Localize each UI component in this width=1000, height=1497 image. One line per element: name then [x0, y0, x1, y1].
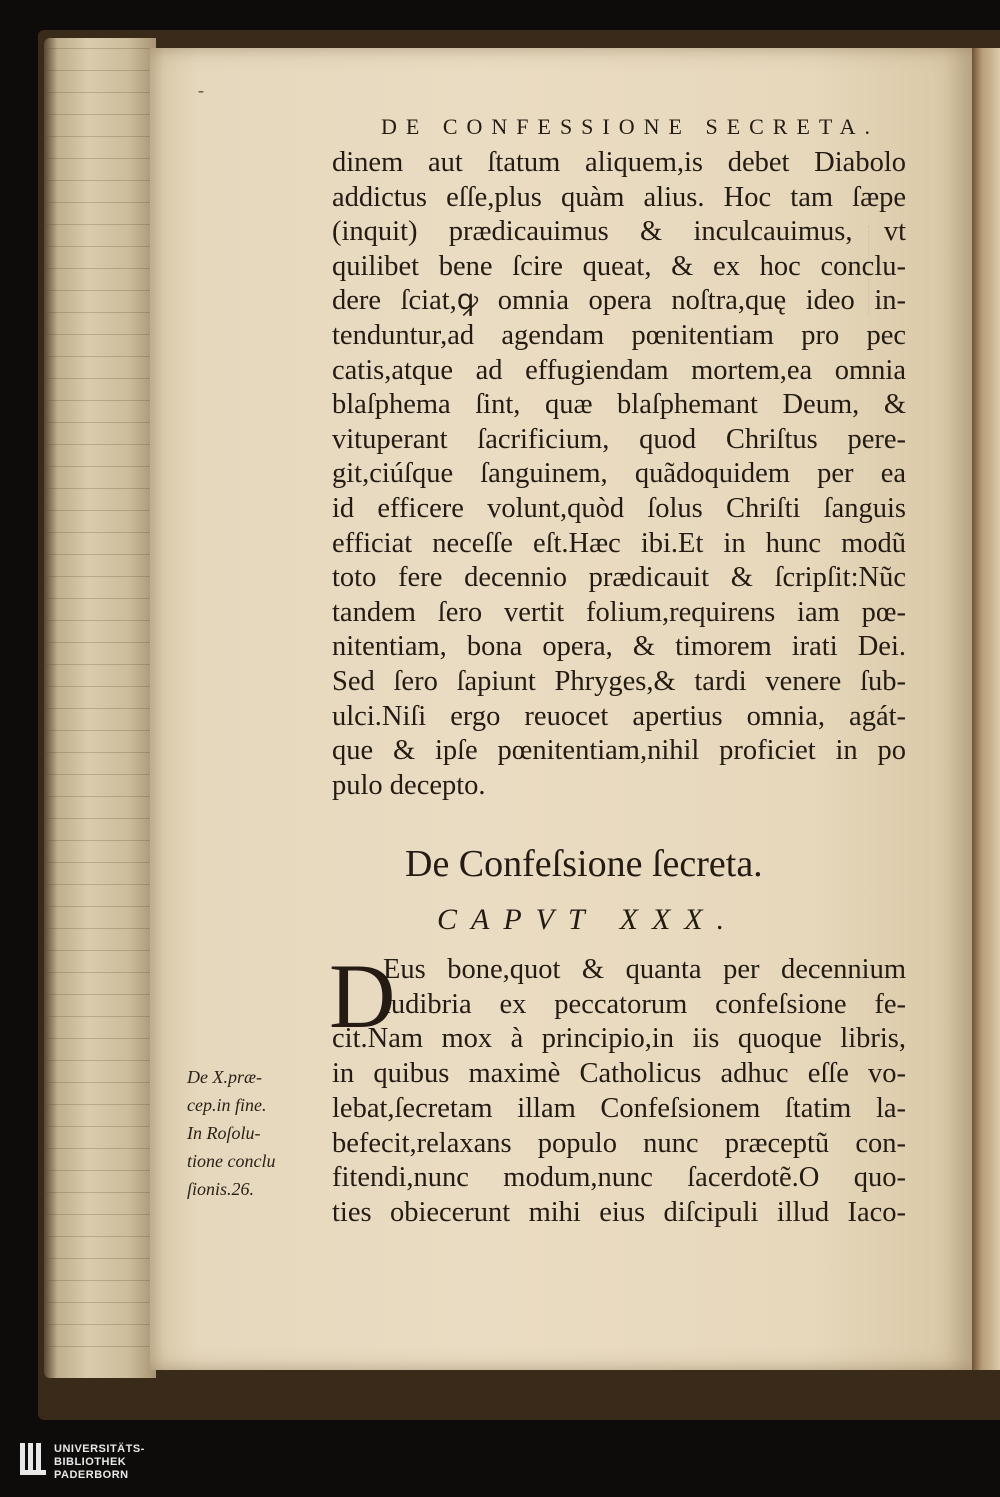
page-mark: -	[198, 80, 204, 100]
chapter-title: De Confeſsione ſecreta.	[405, 843, 763, 885]
margin-note-line: cep.in fine.	[187, 1095, 267, 1115]
chapter-text-line: cit.Nam mox à principio,in iis quoque libris,	[332, 1023, 906, 1055]
text-line: ulci.Niſi ergo reuocet apertius omnia, agát-	[332, 700, 906, 732]
text-line: git,ciúſque ſanguinem, quãdoquidem per ea	[332, 458, 906, 490]
margin-note-line: tione conclu	[187, 1151, 276, 1171]
facing-page-edge	[972, 48, 1000, 1370]
text-line: dere ſciat,ꝙ omnia opera noſtra,quę ideo in-	[332, 285, 906, 317]
chapter-text-line: ludibria ex peccatorum confeſsione fe-	[383, 988, 906, 1020]
book-fore-edge	[44, 38, 156, 1378]
text-line: que & ipſe pœnitentiam,nihil proficiet in po	[332, 735, 906, 767]
margin-note-line: De X.præ-	[187, 1067, 262, 1087]
text-line: id efficere volunt,quòd ſolus Chriſti ſanguis	[332, 493, 906, 524]
text-line: nitentiam, bona opera, & timorem irati Dei.	[332, 631, 906, 663]
library-logo-line-2: BIBLIOTHEK	[54, 1456, 127, 1468]
running-head: DE CONFESSIONE SECRETA.	[381, 114, 879, 139]
text-line: vituperant ſacrificium, quod Chriſtus pere-	[332, 423, 906, 455]
chapter-text-line: Eus bone,quot & quanta per decennium	[383, 954, 906, 985]
text-line: tenduntur,ad agendam pœnitentiam pro pec	[332, 320, 906, 351]
library-logo-icon	[20, 1443, 46, 1475]
text-line: catis,atque ad effugiendam mortem,ea omnia	[332, 354, 906, 386]
text-line: addictus eſſe,plus quàm alius. Hoc tam ſæpe	[332, 181, 906, 213]
library-logo-line-3: PADERBORN	[54, 1469, 129, 1481]
text-line: blaſphema ſint, quæ blaſphemant Deum, &	[332, 389, 906, 421]
chapter-text-line: in quibus maximè Catholicus adhuc eſſe vo-	[332, 1058, 906, 1090]
text-line: (inquit) prædicauimus & inculcauimus, vt	[332, 216, 906, 248]
show-through	[868, 226, 959, 316]
chapter-text-line: ties obiecerunt mihi eius diſcipuli illud Iaco-	[332, 1196, 906, 1228]
library-logo-line-1: UNIVERSITÄTS-	[54, 1443, 145, 1455]
text-line: tandem ſero vertit folium,requirens iam pœ-	[332, 596, 906, 628]
text-line: pulo decepto.	[332, 769, 486, 801]
text-line: quilibet bene ſcire queat, & ex hoc conclu-	[332, 250, 906, 282]
text-line: dinem aut ſtatum aliquem,is debet Diabolo	[332, 147, 906, 178]
text-line: Sed ſero ſapiunt Phryges,& tardi venere ſub-	[332, 666, 906, 697]
text-line: toto fere decennio prædicauit & ſcripſit:Nũc	[332, 562, 906, 594]
chapter-text-line: befecit,relaxans populo nunc præceptũ con-	[332, 1127, 906, 1159]
margin-note-line: ſionis.26.	[187, 1179, 255, 1199]
margin-note-line: In Roſolu-	[187, 1123, 261, 1143]
drop-cap: D	[329, 945, 396, 1047]
chapter-text-line: fitendi,nunc modum,nunc ſacerdotẽ.O quo-	[332, 1162, 906, 1194]
chapter-text-line: lebat,ſecretam illam Confeſsionem ſtatim la-	[332, 1092, 906, 1124]
text-line: efficiat neceſſe eſt.Hæc ibi.Et in hunc modũ	[332, 527, 906, 559]
chapter-number: CAPVT XXX.	[437, 903, 739, 936]
